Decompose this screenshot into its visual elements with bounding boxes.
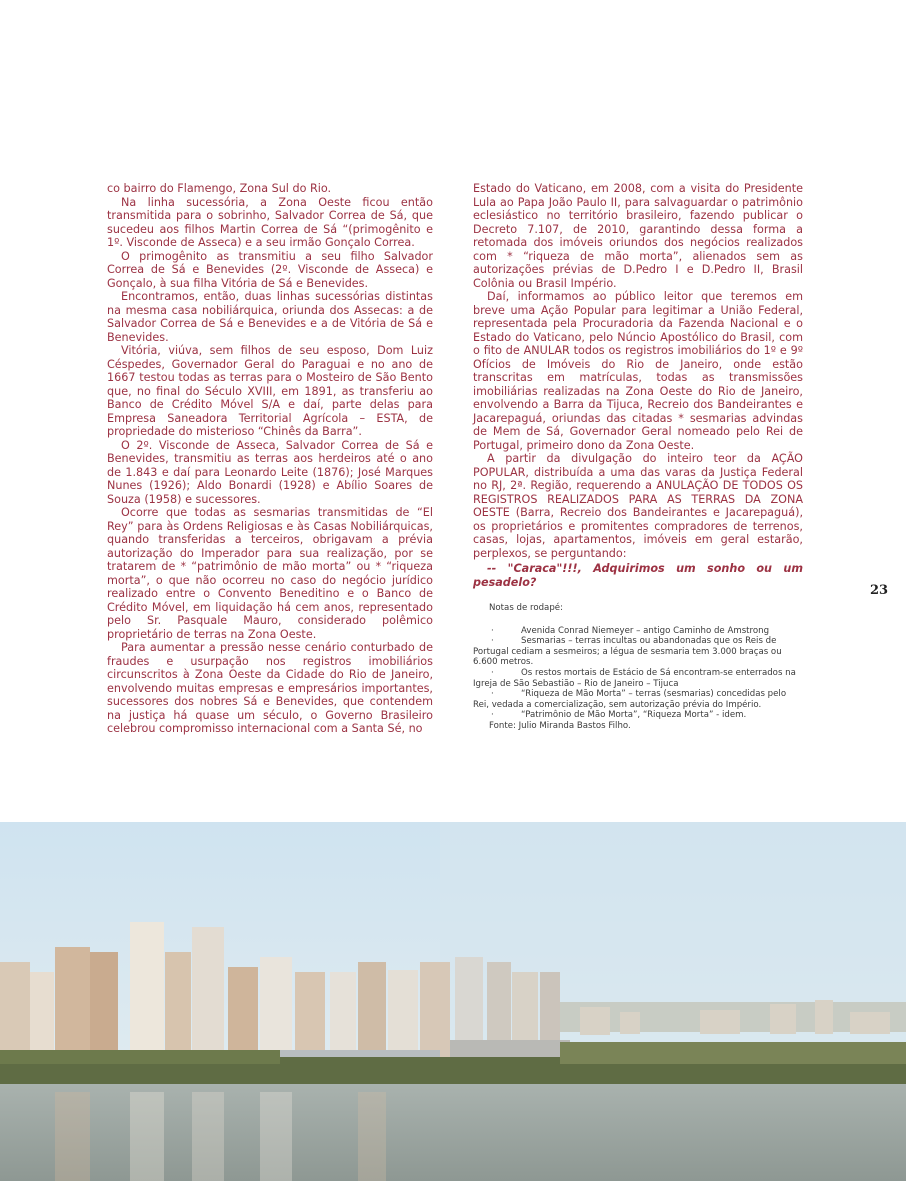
footnote-item [473, 668, 803, 689]
footnote-source: Fonte: Julio Miranda Bastos Filho. [489, 720, 631, 731]
footnote-text: Sesmarias – terras incultas ou abandonadas que os Reis de Portugal cediam a sesmeiros; a légua de sesmaria tem 3.000 braças ou 6.600 metros. [473, 636, 782, 668]
footnote-text: Avenida Conrad Niemeyer – antigo Caminho de Amstrong [521, 625, 770, 636]
exclamation: -- "Caraca"!!!, Adquirimos um sonho ou um pesadelo? [473, 562, 803, 589]
paragraph: Vitória, viúva, sem filhos de seu esposo, Dom Luiz Céspedes, Governador Geral do Paraguai e no ano de 1667 testou todas as terras para o Mosteiro de São Bento que, no final do Século XVIII, em 1891, as transferiu ao Banco de Crédito Móvel S/A e daí, parte delas para Empresa Saneadora Territorial Agrícola – ESTA, de propriedade do misterioso “Chinês da Barra”. [107, 344, 433, 438]
bullet-icon: · [491, 710, 494, 721]
right-column [473, 182, 803, 732]
footnote-item [473, 626, 803, 637]
footnote-text: “Riqueza de Mão Morta” – terras (sesmarias) concedidas pelo Rei, vedada a comercialização, sem autorização prévia do Império. [473, 689, 787, 710]
paragraph: Estado do Vaticano, em 2008, com a visita do Presidente Lula ao Papa João Paulo II, para salvaguardar o patrimônio eclesiástico no território brasileiro, fazendo publicar o Decreto 7.107, de 2010, garantindo dessa forma a retomada dos imóveis oriundos dos negócios realizados com * “riqueza de mão morta”, alienados sem as autorizações prévias de D.Pedro I e D.Pedro II, Brasil Colônia ou Brasil Império. [473, 182, 803, 290]
paragraph: co bairro do Flamengo, Zona Sul do Rio. [107, 182, 332, 195]
footnote-text: Os restos mortais de Estácio de Sá encontram-se enterrados na Igreja de São Sebastião – Rio de Janeiro – Tijuca [473, 667, 796, 689]
bullet-icon: · [491, 636, 494, 647]
bullet-icon: · [491, 689, 494, 700]
page-number: 23 [870, 583, 889, 598]
footnote-text: “Patrimônio de Mão Morta”, “Riqueza Morta” - idem. [521, 710, 747, 721]
bullet-icon: · [491, 667, 494, 678]
paragraph: A partir da divulgação do inteiro teor da AÇÃO POPULAR, distribuída a uma das varas da Justiça Federal no RJ, 2ª. Região, requerendo a ANULAÇÃO DE TODOS OS REGISTROS REALIZADOS PARA AS TERRAS DA ZONA OESTE (Barra, Recreio dos Bandeirantes e Jacarepaguá), os proprietários e promitentes compradores de terrenos, casas, lojas, apartamentos, imóveis em geral estarão, perplexos, se perguntando: [473, 452, 803, 560]
paragraph: Na linha sucessória, a Zona Oeste ficou então transmitida para o sobrinho, Salvador Correa de Sá, que sucedeu aos filhos Martin Correa de Sá “(primogênito e 1º. Visconde de Asseca) e a seu irmão Gonçalo Correa. [107, 195, 433, 249]
footnotes-title: Notas de rodapé: [489, 603, 563, 613]
paragraph: Daí, informamos ao público leitor que teremos em breve uma Ação Popular para legitimar a União Federal, representada pela Procuradoria da Fazenda Nacional e o Estado do Vaticano, pelo Núncio Apostólico do Brasil, com o fito de ANULAR todos os registros imobiliários do 1º e 9º Ofícios de Imóveis do Rio de Janeiro, onde estão transcritas em matrículas, todas as transmissões imobiliárias realizadas na Zona Oeste do Rio de Janeiro, envolvendo a Barra da Tijuca, Recreio dos Bandeirantes e Jacarepaguá, oriundas das citadas * sesmarias advindas de Mem de Sá, Governador Geral nomeado pelo Rei de Portugal, primeiro dono da Zona Oeste. [473, 290, 803, 452]
footnote-item [473, 689, 803, 710]
paragraph: Ocorre que todas as sesmarias transmitidas de “El Rey” para às Ordens Religiosas e às Casas Nobiliárquicas, quando transferidas a terceiros, obrigavam a prévia autorização do Imperador para sua realização, por se tratarem de * “patrimônio de mão morta” ou * “riqueza morta”, o que não ocorreu no caso do negócio jurídico realizado entre o Convento Beneditino e o Banco de Crédito Móvel, em liquidação há cem anos, representado pelo Sr. Pasquale Mauro, considerado polêmico proprietário de terras na Zona Oeste. [107, 506, 433, 641]
footnotes [473, 603, 803, 732]
bullet-icon: · [491, 625, 494, 636]
footnote-item [473, 636, 803, 668]
paragraph: Para aumentar a pressão nesse cenário conturbado de fraudes e usurpação nos registros imobiliários circunscritos à Zona Oeste da Cidade do Rio de Janeiro, envolvendo muitas empresas e empresários importantes, sucessores dos nobres Sá e Benevides, que contendem na justiça há quase um século, o Governo Brasileiro celebrou compromisso internacional com a Santa Sé, no [107, 641, 433, 735]
paragraph: O 2º. Visconde de Asseca, Salvador Correa de Sá e Benevides, transmitiu as terras aos herdeiros até o ano de 1.843 e daí para Leonardo Leite (1876); José Marques Nunes (1926); Aldo Bonardi (1928) e Abílio Soares de Souza (1958) e sucessores. [107, 438, 433, 506]
paragraph: Encontramos, então, duas linhas sucessórias distintas na mesma casa nobiliárquica, oriunda dos Assecas: a de Salvador Correa de Sá e Benevides e a de Vitória de Sá e Benevides. [107, 290, 433, 344]
paragraph: O primogênito as transmitiu a seu filho Salvador Correa de Sá e Benevides (2º. Visconde de Asseca) e Gonçalo, à sua filha Vitória de Sá e Benevides. [107, 249, 433, 290]
footnote-item [473, 710, 803, 721]
left-column [107, 182, 433, 736]
skyline-photo [0, 822, 906, 1181]
